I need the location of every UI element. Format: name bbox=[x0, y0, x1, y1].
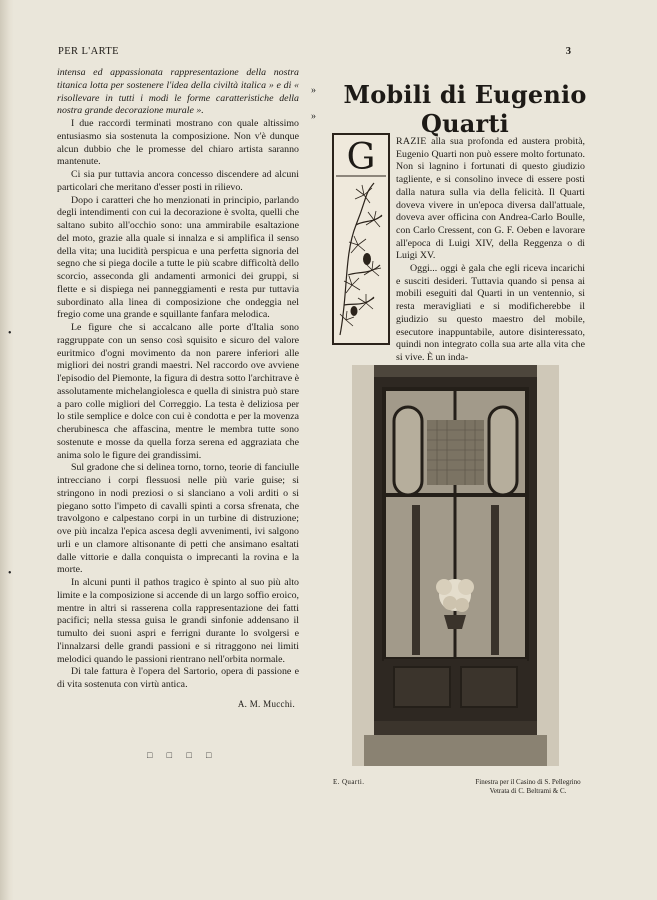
figure-caption-title: Finestra per il Casino di S. Pellegrino bbox=[475, 778, 581, 786]
intro-text: alla sua profonda ed austera probità, Eugenio Quarti non può essere molto fortunato. Non si lagnino i fortunati di questo giudizio tagliente, e si consolino invece di essere posti dalla natura sulla via della felicità. Il Quarti doveva vivere in un'epoca diversa dall'attuale, doveva aver officina con Andrea-Carlo Boulle, con Carlo Cressent, con G. F. Oeben e lavorare all'epoca di Luigi XIV, della Reggenza o di Luigi XV. bbox=[396, 136, 585, 262]
drop-cap-letter: G bbox=[346, 137, 376, 178]
page-number: 3 bbox=[565, 46, 571, 57]
stained-glass-window-image bbox=[352, 365, 559, 766]
margin-mark: • bbox=[8, 328, 12, 339]
lead-word: RAZIE bbox=[396, 136, 427, 147]
decorated-initial bbox=[332, 133, 390, 345]
body-paragraph: intensa ed appassionata rappresentazione della nostra titanica lotta per sostenere l'idea della civiltà italica » e di « risollevare in tutti i modi le forme caratteristiche della nostra grande decorazione murale ». bbox=[57, 67, 299, 117]
body-paragraph: Le figure che si accalcano alle porte d'Italia sono raggruppate con un senso così squisito e sicuro del valore euritmico d'ogni movimento da non parere inferiori alle migliori dei nostri grandi maestri. Nel raccordo ove avviene l'episodio del Piemonte, la figura di destra sotto l'architrave è assolutamente michelangiolesca e quella di sinistra può stare a paro colle migliori del Correggio. La testa è deliziosa per lo stile semplice e dolce con cui è condotta e per la movenza cherubinesca che affascina, mentre le membra tutte sono sostenute e mosse da quella forza serena ed aggraziata che anima solo le figure dei grandissimi. bbox=[57, 322, 299, 461]
section-ornament: □ □ □ □ bbox=[147, 749, 218, 760]
right-column bbox=[396, 136, 585, 365]
margin-mark: • bbox=[8, 568, 12, 579]
body-paragraph: Sul gradone che si delinea torno, torno, teorie di fanciulle intrecciano i corpi flessuosi nelle più varie guise; si stringono in nodi preziosi o si slanciano a voli arditi o si piegano sotto l'impeto di cavalli spinti a corsa sfrenata, che travolgono e calpestano corpi in un turbine di distruzione; ove più incalza l'epica ascesa degli avvenimenti, ivi salgono urli e un clamore altisonante di petti che ansimano esaltati dalle vittorie e dalla conquista o imprecanti la rovina e la morte. bbox=[57, 462, 299, 576]
article-title: Mobili di Eugenio Quarti bbox=[343, 80, 587, 138]
window-photograph bbox=[352, 365, 559, 766]
author-signature: A. M. Mucchi. bbox=[237, 698, 295, 709]
left-column bbox=[57, 67, 299, 761]
figure-caption bbox=[468, 778, 588, 796]
figure-caption-author: E. Quarti. bbox=[333, 778, 365, 786]
body-paragraph: Oggi... oggi è gala che egli riceva incarichi e susciti desideri. Tuttavia quando si pensa ai mobili eseguiti dal Quarti in un ventennio, si resta meravigliati e si modificherebbe il giudizio su questo maestro del mobile, esecutore inappuntabile, autore disinteressato, quindi non integrato colla sua arte alla vita che si vive. È un inda- bbox=[396, 263, 585, 363]
body-paragraph: I due raccordi terminati mostrano con quale altissimo entusiasmo sia sostenuta la composizione. Non v'è dunque alcun dubbio che le promesse del chiaro artista saranno mantenute. bbox=[57, 118, 299, 168]
margin-mark: » bbox=[311, 111, 316, 122]
intro-paragraph bbox=[396, 136, 585, 263]
pine-branch-illustration bbox=[334, 135, 388, 343]
body-paragraph: In alcuni punti il pathos tragico è spinto al suo più alto limite e la composizione si accende di un largo soffio eroico, mentre in altri si rasserena colla rappresentazione dei fatti pacifici; nella stessa guisa le grandi sinfonie addensano il tumulto dei suoni aspri e ferrigni durante lo svolgersi e l'innalzarsi delle grandi passioni e si ritraggono nei limiti melodici quando le passioni rientrano nell'orbita normale. bbox=[57, 577, 299, 665]
body-paragraph: Ci sia pur tuttavia ancora concesso discendere ad alcuni particolari che meritano d'esser posti in rilievo. bbox=[57, 169, 299, 193]
body-paragraph: Di tale fattura è l'opera del Sartorio, opera di passione e di vita sostenuta con virtù antica. bbox=[57, 666, 299, 690]
running-head: PER L'ARTE bbox=[58, 46, 119, 57]
figure-caption-credit: Vetrata di C. Beltrami & C. bbox=[489, 787, 567, 795]
page-edge bbox=[0, 0, 14, 900]
margin-mark: » bbox=[311, 85, 316, 96]
body-paragraph: Dopo i caratteri che ho menzionati in principio, parlando degli intendimenti con cui la decorazione è svolta, quelli che saltano subito all'occhio sono: una ammirabile esaltazione del moto, grazie alla quale si innalza e si amplifica il senso della vita; una lucidità perspicua e una perfetta signoria del segno che si piega docile a tutte le più scabre difficoltà dello scorcio, asseconda gli andamenti armonici dei gruppi, si flette e si dispiega nei panneggiamenti e resta pur tuttavia subordinato alla linea di composizione che ondeggia nel fregio come una grande e squillante fanfara melodica. bbox=[57, 194, 299, 321]
